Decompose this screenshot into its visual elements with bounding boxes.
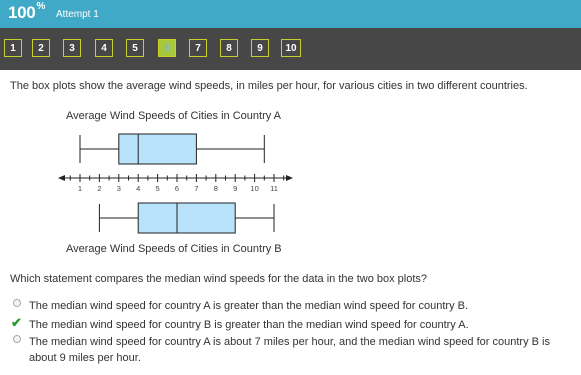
score-number: 100 [8,3,36,22]
question-5-button[interactable]: 5 [126,39,144,57]
answer-option-3-text: The median wind speed for country A is about 7 miles per hour, and the median wind speed for country B is about 9 miles per hour. [29,336,550,364]
tick-label: 5 [155,184,160,193]
plot-title-country-a: Average Wind Speeds of Cities in Country A [66,110,282,122]
arrow-left-icon [58,175,65,181]
tick-label: 6 [174,184,180,193]
answer-option-2-text: The median wind speed for country B is greater than the median wind speed for country A. [29,319,469,331]
comparison-question: Which statement compares the median wind speeds for the data in the two box plots? [10,273,428,285]
question-7-button[interactable]: 7 [189,39,207,57]
question-9-button[interactable]: 9 [251,39,269,57]
question-8-button[interactable]: 8 [220,39,238,57]
box-country-b [138,203,235,233]
question-6-button[interactable]: 6 [158,39,176,57]
tick-label: 9 [233,184,238,193]
question-10-button[interactable]: 10 [281,39,301,57]
question-4-button[interactable]: 4 [95,39,113,57]
checkmark-icon: ✔ [11,315,22,330]
tick-label: 8 [213,184,218,193]
score-symbol: % [36,1,46,13]
answer-option-1-text: The median wind speed for country A is greater than the median wind speed for country B. [29,300,469,312]
question-3-button[interactable]: 3 [63,39,81,57]
tick-label: 2 [97,184,102,193]
attempt-label: Attempt 1 [56,9,99,20]
arrow-right-icon [286,175,293,181]
radio-button[interactable] [13,299,21,307]
radio-button[interactable] [13,335,21,343]
question-2-button[interactable]: 2 [32,39,50,57]
tick-label: 10 [250,184,259,193]
tick-label: 3 [116,184,121,193]
tick-label: 4 [136,184,141,193]
question-1-button[interactable]: 1 [4,39,22,57]
tick-label: 11 [270,184,278,193]
question-prompt: The box plots show the average wind speeds, in miles per hour, for various cities in two different countries. [10,80,528,92]
tick-label: 1 [77,184,83,193]
box-country-a [119,134,197,164]
plot-title-country-b: Average Wind Speeds of Cities in Country B [66,243,282,255]
tick-label: 7 [194,184,199,193]
